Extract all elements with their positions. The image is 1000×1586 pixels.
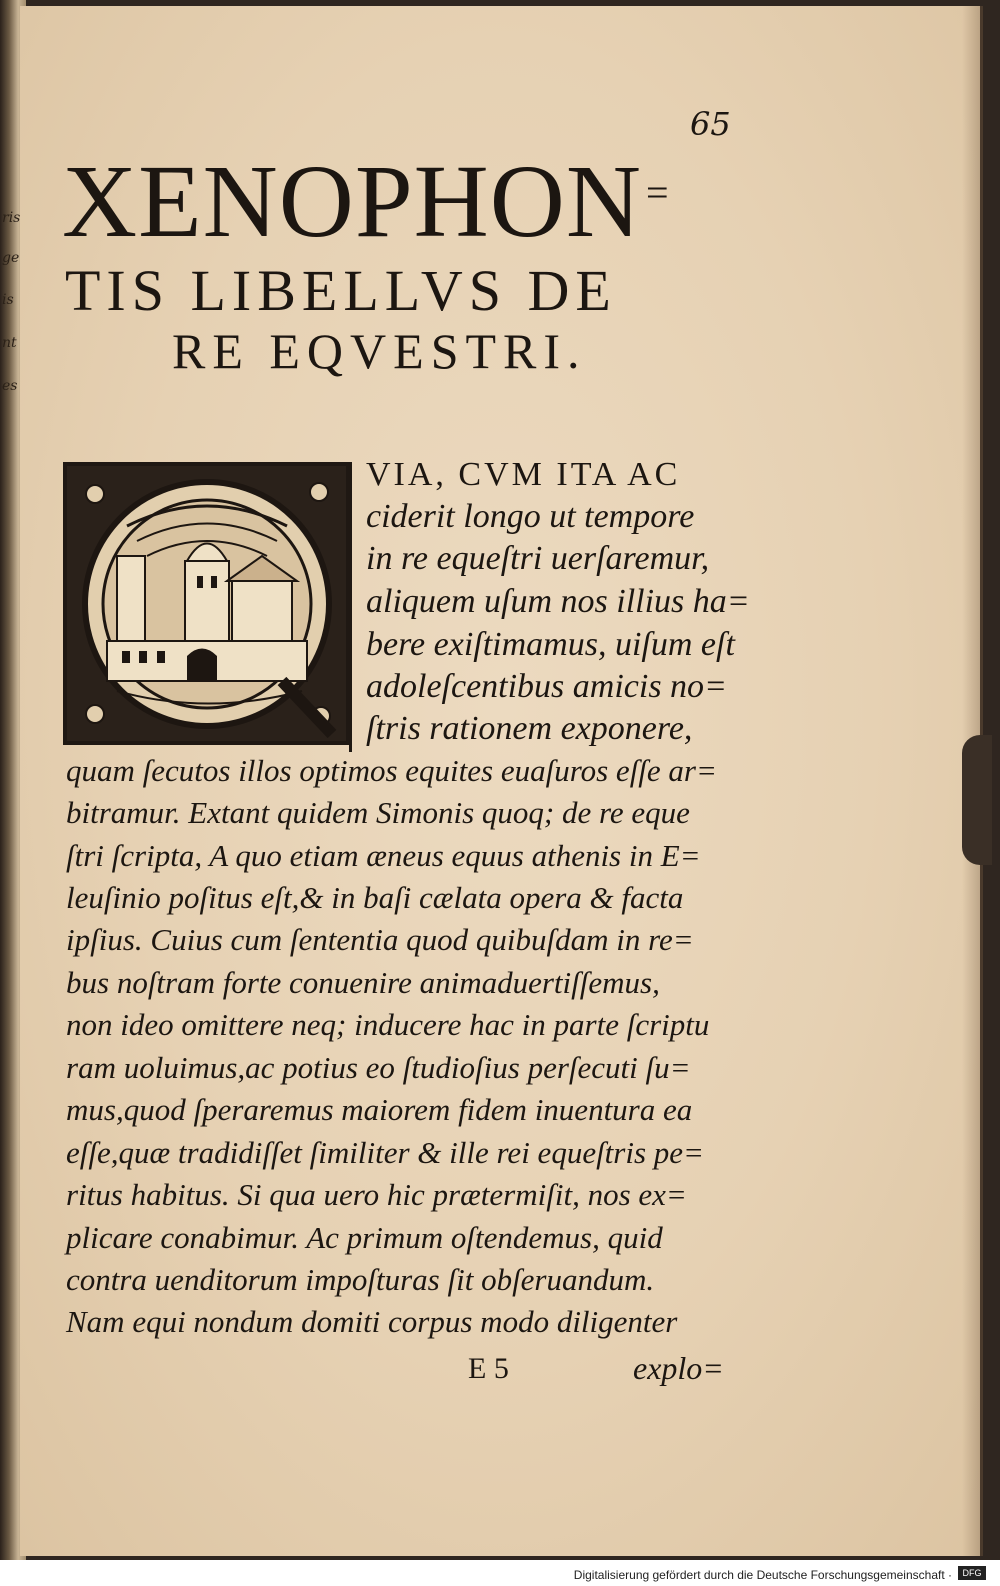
body-line: ſtris rationem exponere, <box>366 710 693 747</box>
body-line: aliquem uſum nos illius ha= <box>366 583 750 620</box>
title-line-1 <box>62 144 670 259</box>
footer-bar <box>0 1560 1000 1586</box>
title-hyphen: = <box>646 170 670 215</box>
body-line: mus,quod ſperaremus maiorem fidem inuentura ea <box>66 1092 693 1127</box>
body-line: ipſius. Cuius cum ſententia quod quibuſdam in re= <box>66 922 694 957</box>
signature-mark: E 5 <box>468 1352 509 1385</box>
title-line-2: TIS LIBELLVS DE <box>65 258 617 323</box>
body-line: eſſe,quæ tradidiſſet ſimiliter & ille rei equeſtris pe= <box>66 1135 704 1170</box>
page-clip-tab <box>962 735 992 865</box>
page-number: 65 <box>690 105 731 143</box>
body-line: Nam equi nondum domiti corpus modo diligenter <box>66 1304 678 1339</box>
body-line: ritus habitus. Si qua uero hic prætermiſit, nos ex= <box>66 1177 687 1212</box>
initial-border-rule <box>348 462 354 752</box>
body-line: quam ſecutos illos optimos equites euaſuros eſſe ar= <box>66 753 717 788</box>
body-line: leuſinio poſitus eſt,& in baſi cælata opera & facta <box>66 880 684 915</box>
body-line: ciderit longo ut tempore <box>366 498 695 535</box>
body-line: plicare conabimur. Ac primum oſtendemus, quid <box>66 1220 663 1255</box>
title-text-1: XENOPHON <box>62 144 642 259</box>
body-line: ſtri ſcripta, A quo etiam æneus equus athenis in E= <box>66 838 701 873</box>
dfg-logo: DFG <box>958 1566 986 1580</box>
body-line: non ideo omittere neq; inducere hac in parte ſcriptu <box>66 1007 710 1042</box>
body-line: bere exiſtimamus, uiſum eſt <box>366 626 735 663</box>
body-line: bitramur. Extant quidem Simonis quoq; de re eque <box>66 795 690 830</box>
body-line: in re equeſtri uerſaremur, <box>366 540 710 577</box>
body-line: contra uenditorum impoſturas ſit obſeruandum. <box>66 1262 655 1297</box>
body-line: VIA, CVM ITA AC <box>366 456 681 493</box>
decorated-initial-q <box>63 462 350 745</box>
body-line: adoleſcentibus amicis no= <box>366 668 728 705</box>
catchword: explo= <box>633 1350 724 1386</box>
title-line-3: RE EQVESTRI. <box>172 323 587 379</box>
body-line: bus noſtram forte conuenire animaduertiſſemus, <box>66 965 660 1000</box>
facing-page-fragment: is <box>2 292 14 308</box>
facing-page-fragment: es <box>2 378 18 394</box>
body-line: ram uoluimus,ac potius eo ſtudioſius perſecuti ſu= <box>66 1050 691 1085</box>
funding-credit: Digitalisierung gefördert durch die Deutsche Forschungsgemeinschaft · <box>573 1568 952 1582</box>
woodcut-illustration <box>67 466 346 741</box>
facing-page-fragment: ris <box>2 210 21 226</box>
facing-page-fragment: nt <box>2 335 17 351</box>
facing-page-fragment: ge <box>2 250 20 266</box>
